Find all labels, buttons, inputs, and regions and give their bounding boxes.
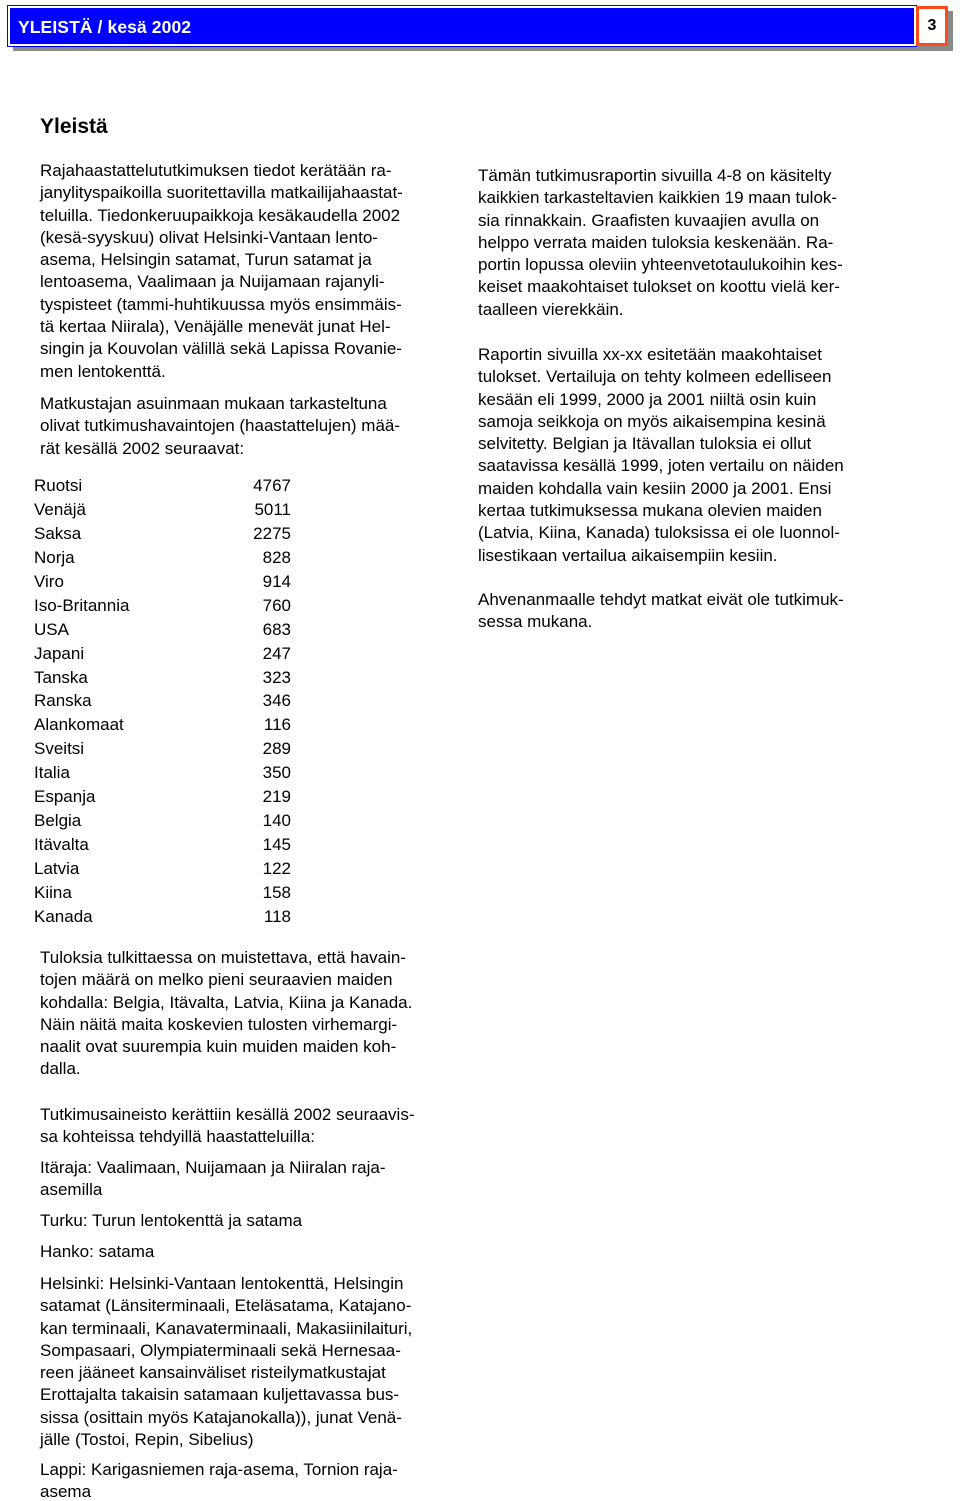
country-name: Iso-Britannia bbox=[34, 595, 130, 615]
country-name: Itävalta bbox=[34, 835, 89, 855]
country-count: 760 bbox=[262, 595, 291, 615]
table-row bbox=[34, 642, 304, 666]
table-row bbox=[34, 833, 304, 857]
country-count: 118 bbox=[263, 906, 291, 926]
country-name: Saksa bbox=[34, 523, 82, 543]
country-count: 323 bbox=[262, 667, 291, 687]
table-row bbox=[34, 857, 304, 881]
country-count: 116 bbox=[263, 715, 291, 735]
country-count: 350 bbox=[262, 763, 291, 783]
country-name: Belgia bbox=[34, 811, 82, 831]
table-row bbox=[34, 881, 304, 905]
country-name: Latvia bbox=[34, 859, 80, 878]
table-row bbox=[34, 570, 304, 594]
country-count: 158 bbox=[262, 882, 291, 902]
country-name: USA bbox=[34, 619, 69, 639]
paragraph-text: Tutkimusaineisto kerättiin kesällä 2002 seuraavis- sa kohteissa tehdyillä haastatteluilla: bbox=[40, 1105, 415, 1147]
country-count: 145 bbox=[262, 835, 291, 855]
country-name: Venäjä bbox=[34, 499, 86, 519]
country-count: 5011 bbox=[254, 499, 291, 519]
left-paragraph-helsinki bbox=[40, 1273, 480, 1451]
country-count: 140 bbox=[262, 811, 291, 831]
table-row bbox=[34, 474, 304, 498]
country-count: 247 bbox=[262, 643, 291, 663]
paragraph-text: Helsinki: Helsinki-Vantaan lentokenttä, Helsingin satamat (Länsiterminaali, Eteläsatama, Katajano- kan terminaali, Kanavaterminaali, Makasiinilaituri, Sompasaari, Olympiaterminaali sekä Hernesaa- reen jääneet kansainväliset risteilymatkustajat Erottajalta takaisin satamaan kuljettavassa bus- sissa (osittain myös Katajanokalla)), junat Venä- jälle (Tostoi, Repin, Sibelius) bbox=[40, 1274, 413, 1450]
paragraph-text: Raportin sivuilla xx-xx esitetään maakohtaiset tulokset. Vertailuja on tehty kolmeen edelliseen kesään eli 1999, 2000 ja 2001 niiltä osin kuin samoja seikkoja on myös aikaisempina kesinä selvitetty. Belgian ja Itävallan tuloksia ei ollut saatavissa kesällä 1999, joten vertailu on näiden maiden kohdalla vain kesiin 2000 ja 2001. Ensi kertaa tutkimuksessa mukana olevien maiden (Latvia, Kiina, Kanada) tuloksissa ei ole luonnol- lisestikaan vertailua aikaisempiin kesiin. bbox=[478, 345, 844, 565]
country-name: Alankomaat bbox=[34, 715, 124, 735]
table-row bbox=[34, 546, 304, 570]
table-row bbox=[34, 809, 304, 833]
left-paragraph-intro bbox=[40, 160, 480, 383]
country-count: 289 bbox=[262, 739, 291, 759]
country-name: Espanja bbox=[34, 787, 96, 807]
table-row bbox=[34, 618, 304, 642]
paragraph-text: Ahvenanmaalle tehdyt matkat eivät ole tutkimuk- sessa mukana. bbox=[478, 590, 844, 632]
country-count: 346 bbox=[262, 691, 291, 711]
table-row bbox=[34, 713, 304, 737]
table-row bbox=[34, 522, 304, 546]
paragraph-text: Tuloksia tulkittaessa on muistettava, että havain- tojen määrä on melko pieni seuraavien maiden kohdalla: Belgia, Itävalta, Latvia, Kiina ja Kanada. Näin näitä maita koskevien tulosten virhemargi- naalit ovat suurempia kuin muiden maiden koh- dalla. bbox=[40, 948, 413, 1079]
section-heading: Yleistä bbox=[40, 115, 108, 138]
country-count: 828 bbox=[262, 547, 291, 567]
country-name: Tanska bbox=[34, 667, 88, 687]
left-paragraph-observations bbox=[40, 393, 480, 460]
paragraph-text: Matkustajan asuinmaan mukaan tarkasteltuna olivat tutkimushavaintojen (haastattelujen) mää- rät kesällä 2002 seuraavat: bbox=[40, 394, 401, 458]
country-name: Ruotsi bbox=[34, 476, 83, 495]
header-bar bbox=[8, 6, 916, 46]
table-row bbox=[34, 785, 304, 809]
country-name: Japani bbox=[34, 643, 85, 663]
paragraph-text: Itäraja: Vaalimaan, Nuijamaan ja Niiralan raja- asemilla bbox=[40, 1158, 386, 1200]
country-count: 914 bbox=[262, 571, 291, 591]
table-row bbox=[34, 737, 304, 761]
right-paragraph-ahvenanmaa bbox=[478, 589, 918, 634]
left-paragraph-itaraja bbox=[40, 1157, 480, 1202]
right-paragraph-report bbox=[478, 165, 918, 321]
header-title: YLEISTÄ / kesä 2002 bbox=[18, 17, 192, 37]
country-count: 4767 bbox=[253, 476, 291, 495]
table-row bbox=[34, 498, 304, 522]
table-row bbox=[34, 689, 304, 713]
country-name: Ranska bbox=[34, 691, 92, 711]
left-paragraph-locations bbox=[40, 1104, 480, 1149]
country-name: Norja bbox=[34, 547, 75, 567]
paragraph-text: Tämän tutkimusraportin sivuilla 4-8 on käsitelty kaikkien tarkasteltavien kaikkien 19 maan tulok- sia rinnakkain. Graafisten kuvaajien avulla on helppo verrata maiden tuloksia keskenään. Ra- portin lopussa oleviin yhteenvetotaulukoihin kes- keiset maakohtaiset tulokset on koottu vielä ker- taalleen vierekkäin. bbox=[478, 166, 843, 319]
table-row bbox=[34, 594, 304, 618]
country-count: 122 bbox=[262, 859, 291, 878]
left-paragraph-hanko bbox=[40, 1241, 480, 1263]
left-paragraph-caveat bbox=[40, 947, 480, 1081]
table-row bbox=[34, 761, 304, 785]
left-paragraph-turku bbox=[40, 1210, 480, 1232]
paragraph-text: Lappi: Karigasniemen raja-asema, Tornion raja- asema bbox=[40, 1460, 398, 1501]
country-count: 683 bbox=[262, 619, 291, 639]
table-row bbox=[34, 666, 304, 690]
country-count: 2275 bbox=[253, 523, 291, 543]
country-name: Kanada bbox=[34, 906, 93, 926]
country-name: Italia bbox=[34, 763, 70, 783]
paragraph-text: Turku: Turun lentokenttä ja satama bbox=[40, 1211, 303, 1230]
country-name: Sveitsi bbox=[34, 739, 85, 759]
country-name: Viro bbox=[34, 571, 64, 591]
paragraph-text: Hanko: satama bbox=[40, 1242, 155, 1261]
page-number: 3 bbox=[916, 6, 948, 46]
table-row bbox=[34, 905, 304, 929]
country-name: Kiina bbox=[34, 882, 72, 902]
left-paragraph-lappi bbox=[40, 1459, 480, 1501]
right-paragraph-comparisons bbox=[478, 344, 918, 567]
country-table bbox=[34, 474, 304, 929]
country-count: 219 bbox=[262, 787, 291, 807]
paragraph-text: Rajahaastattelututkimuksen tiedot kerätään ra- janylityspaikoilla suoritettavilla matkailijahaastat- teluilla. Tiedonkeruupaikkoja kesäkaudella 2002 (kesä-syyskuu) olivat Helsinki-Vantaan lento- asema, Helsingin satamat, Turun satamat ja lentoasema, Vaalimaan ja Nuijamaan rajanyli- tyspisteet (tammi-huhtikuussa myös ensimmäis- tä kertaa Niirala), Venäjälle menevät junat Hel- singin ja Kouvolan välillä sekä Lapissa Rovanie- men lentokenttä. bbox=[40, 161, 403, 381]
